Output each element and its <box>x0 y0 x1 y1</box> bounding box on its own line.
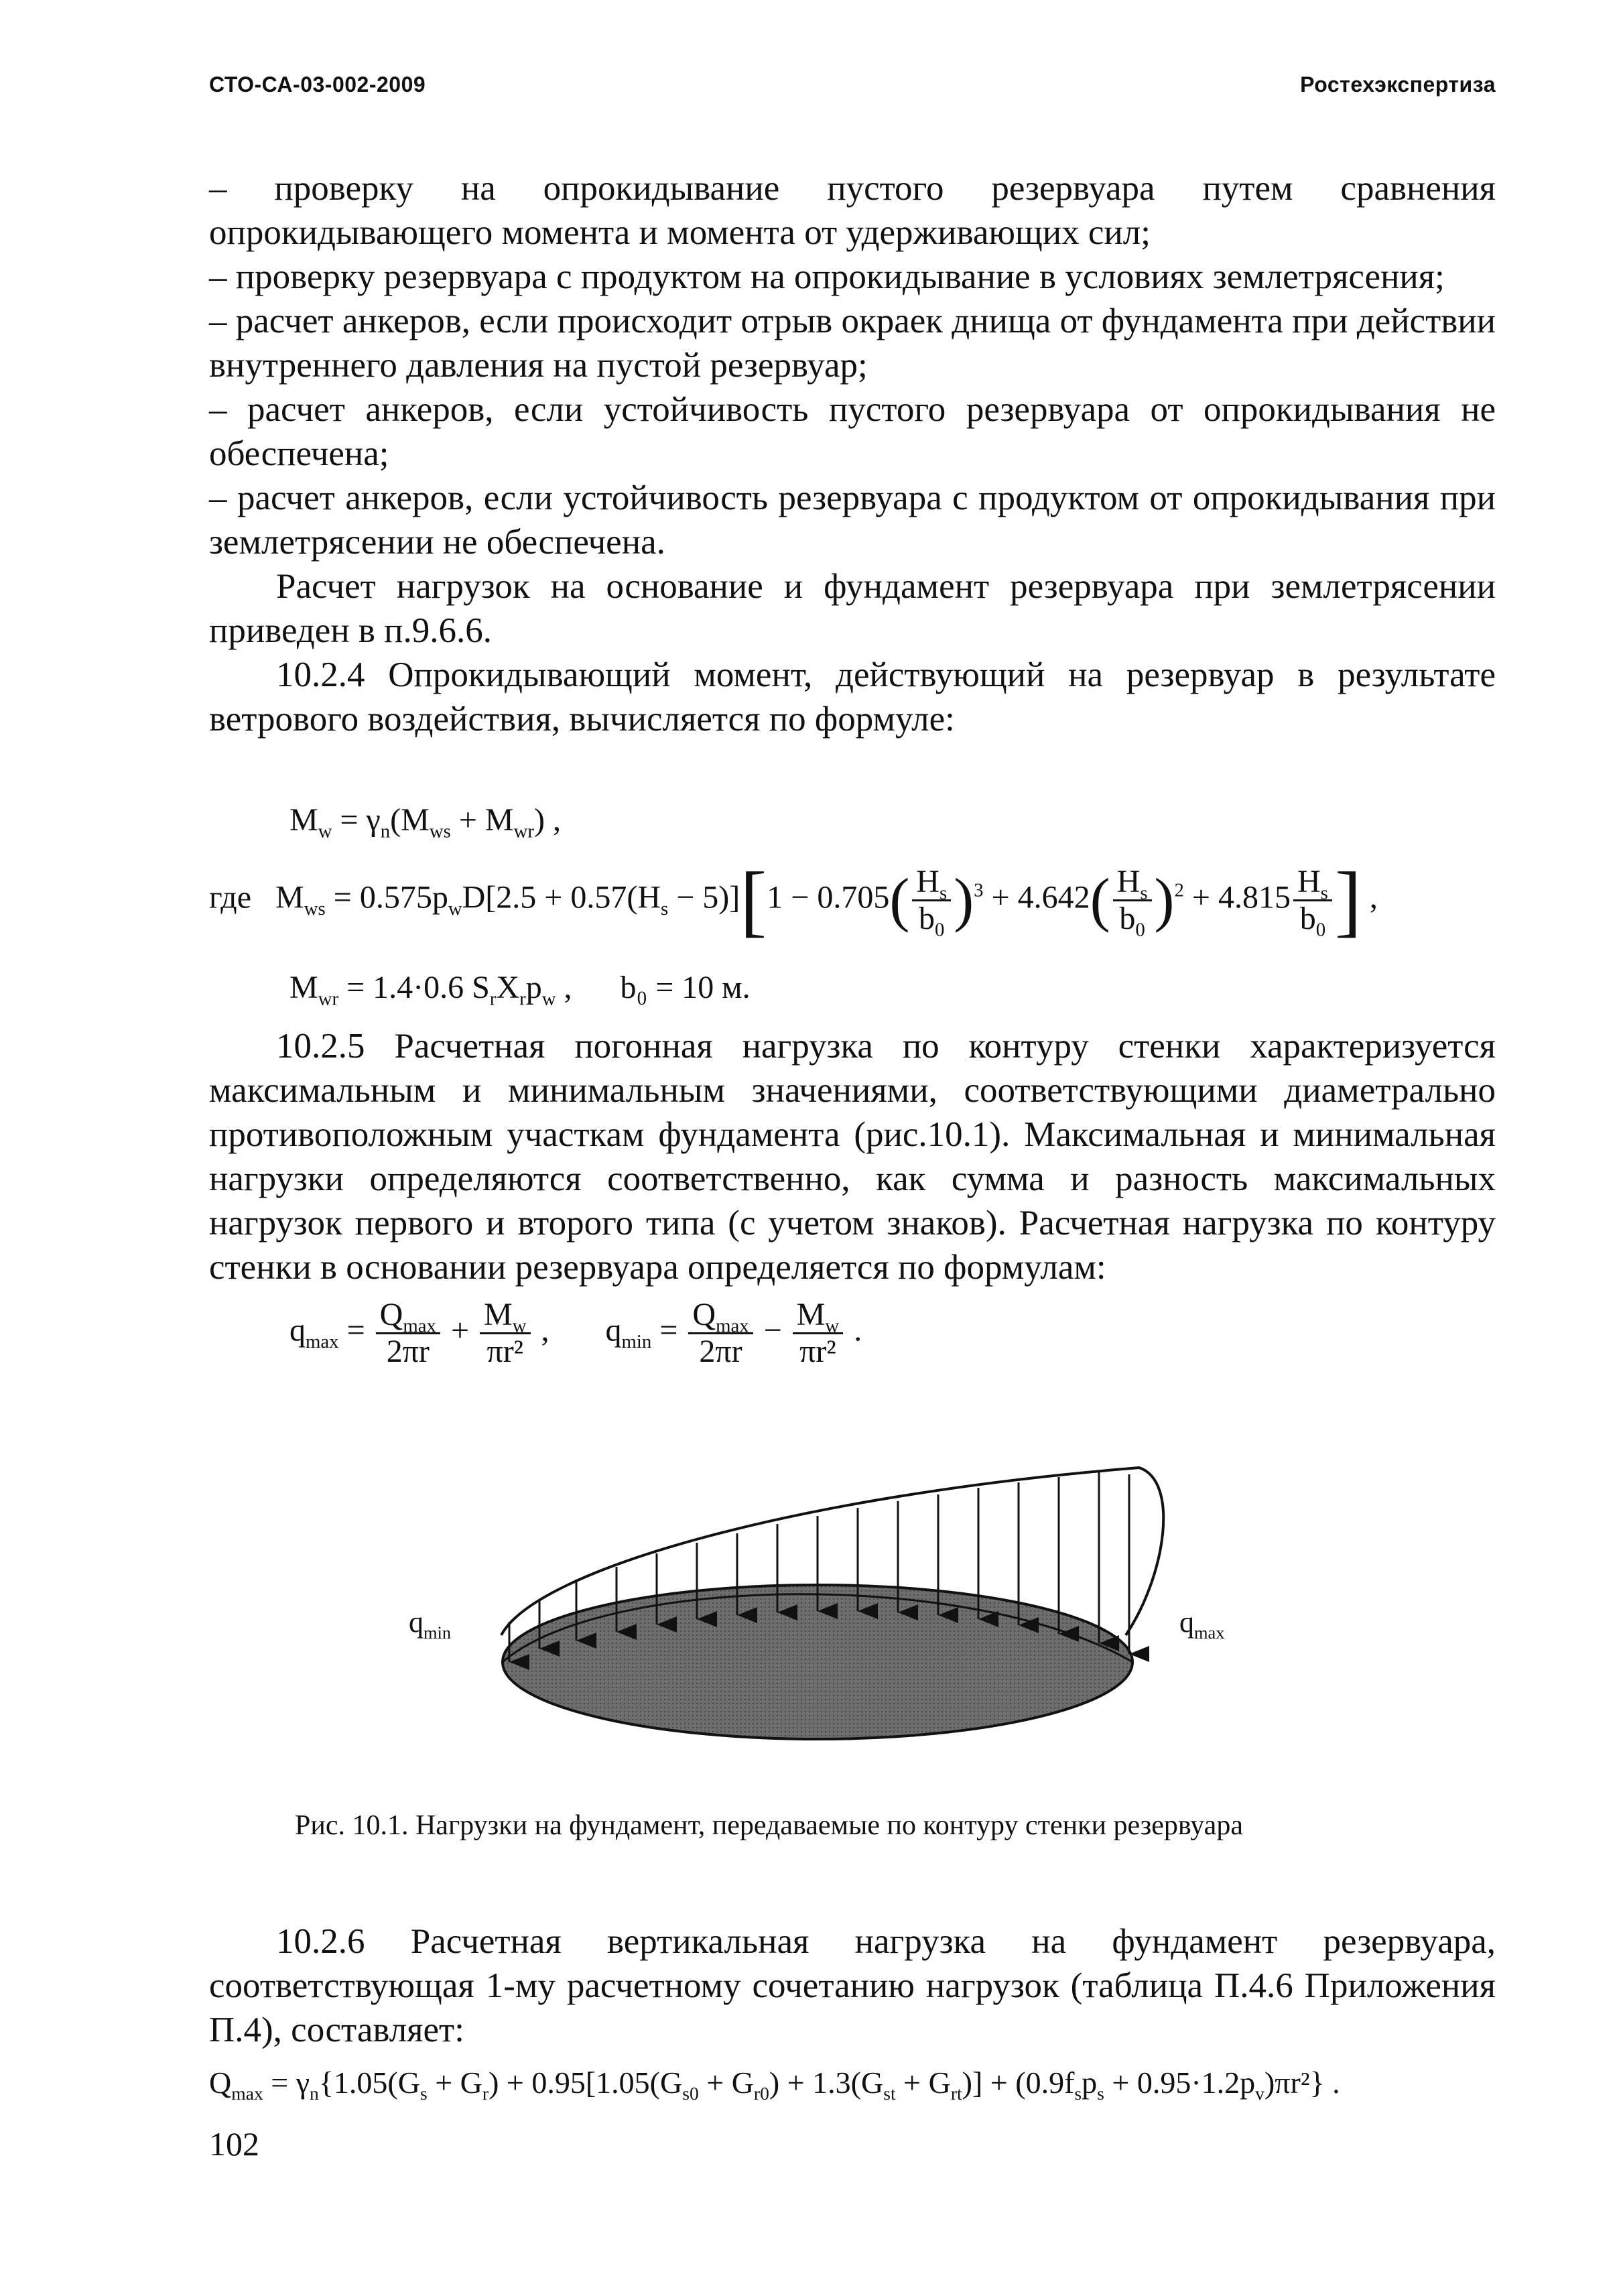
foundation-load-figure <box>402 1441 1287 1816</box>
list-item: – расчет анкеров, если устойчивость пустого резервуара от опрокидывания не обеспечена; <box>209 390 1496 473</box>
formula-mw: $M_w = \gamma_n(M_{ws} + M_{wr})$ , <box>289 802 561 842</box>
paragraph-10-2-4: 10.2.4 Опрокидывающий момент, действующий на резервуар в результате ветрового воздействия, вычисляется по формуле: <box>209 655 1496 739</box>
label-qmin: $q_{min}$ <box>409 1606 452 1643</box>
organization-name: Ростехэкспертиза <box>1300 72 1496 97</box>
paragraph-10-2-6: 10.2.6 Расчетная вертикальная нагрузка на фундамент резервуара, соответствующая 1-му расчетному сочетанию нагрузок (таблица П.4.6 Приложения П.4), составляет: <box>209 1922 1496 2049</box>
formula-qmax: $Q_{max} = \gamma_n\{1.05(G_s + G_r) + 0.95[1.05(G_{s0} + G_{r0}) + 1.3(G_{st} + G_{rt})] + (0.9f_sp_s + 0.95\cdot 1.2p_v)\pi r^2\}$ . <box>209 2065 1340 2104</box>
label-qmax: $q_{max}$ <box>1179 1606 1225 1643</box>
list-item: – расчет анкеров, если устойчивость резервуара с продуктом от опрокидывания при землетрясении не обеспечена. <box>209 479 1496 562</box>
document-code: СТО-СА-03-002-2009 <box>209 72 426 97</box>
checks-list <box>209 166 1496 741</box>
list-item: – проверку на опрокидывание пустого резервуара путем сравнения опрокидывающего момента и момента от удерживающих сил; <box>209 169 1496 252</box>
paragraph-seismic-reference: Расчет нагрузок на основание и фундамент резервуара при землетрясении приведен в п.9.6.6. <box>209 567 1496 650</box>
formula-mws: где $M_{ws} = 0.575p_wD[2.5 + 0.57(H_s - 5)][1 - 0.705$( $\frac{H_s}{b_0}$ )$^3$ + 4.642( $\frac{H_s}{b_0}$ )$^2$ + 4.815 $\frac{H_s}{b_0}$ ] , <box>209 855 1378 945</box>
paragraph-10-2-5: 10.2.5 Расчетная погонная нагрузка по контуру стенки характеризуется максимальным и минимальным значениями, соответствующими диаметрально противоположным участкам фундамента (рис.10.1). Максимальная и минимальная нагрузки определяются соответственно, как сумма и разность максимальных нагрузок первого и второго типа (с учетом знаков). Расчетная нагрузка по контуру стенки в основании резервуара определяется по формулам: <box>209 1027 1496 1287</box>
paragraph-block-10-2-6 <box>209 1919 1496 2052</box>
figure-caption: Рис. 10.1. Нагрузки на фундамент, передаваемые по контуру стенки резервуара <box>295 1810 1243 1841</box>
paragraph-block-10-2-5 <box>209 1024 1496 1289</box>
formula-mwr: $M_{wr} = 1.4\cdot 0.6$ $S_rX_rp_w$ , b₀ = 10 м. <box>289 970 751 1010</box>
formula-qmax-qmin: $q_{max}$ = $\frac{Q_{max}}{2\pi r}$ + $\frac{M_w}{\text{πr²}}$ , $q_{min}$ = $\frac{Q_{max}}{2\pi r}$ − $\frac{M_w}{\text{πr²}}$ . <box>289 1297 862 1369</box>
where-word: где <box>209 879 252 915</box>
page-number: 102 <box>209 2125 259 2163</box>
formula-qmax-body: $\{1.05(G_s + G_r) + 0.95[1.05(G_{s0} + G_{r0}) + 1.3(G_{st} + G_{rt})] + (0.9f_sp_s + 0.95\cdot 1.2p_v)\pi r^2\}$ . <box>318 2065 1340 2104</box>
list-item: – расчет анкеров, если происходит отрыв окраек днища от фундамента при действии внутреннего давления на пустой резервуар; <box>209 302 1496 385</box>
list-item: – проверку резервуара с продуктом на опрокидывание в условиях землетрясения; <box>209 257 1445 296</box>
b0-definition: b₀ = 10 м. <box>620 970 751 1005</box>
